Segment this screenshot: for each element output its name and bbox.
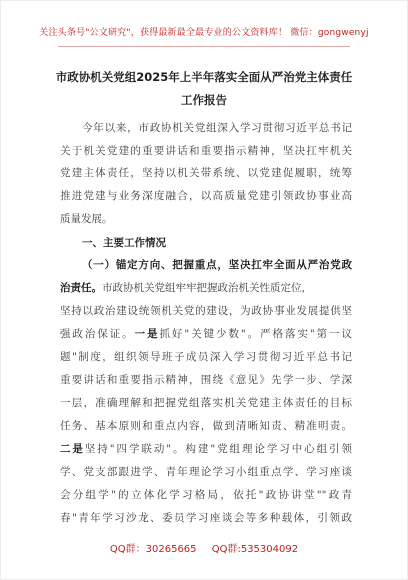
section-heading: 一、主要工作情况: [82, 237, 166, 249]
paragraph-text: 抓好"关键少数"。: [159, 328, 261, 340]
paragraph-line: 会分组学"的立体化学习格局，依托"政协讲堂""政青: [60, 489, 352, 501]
document-title-line2: 工作报告: [181, 93, 227, 107]
paragraph-line: 坚持以政治建设统领机关党的建设，为政协事业发展提供坚: [60, 305, 352, 317]
paragraph-line: 推进党建与业务深度融合，以高质量党建引领政协事业高: [60, 190, 352, 202]
footer-qq-group-1: QQ群：30265665: [109, 544, 197, 555]
paragraph-line: 春"青年学习沙龙、委员学习座谈会等多种载体，引领政: [60, 512, 352, 524]
paragraph-line: 关于机关党建的重要讲话和重要指示精神，坚决扛牢机关: [60, 145, 352, 157]
paragraph-line: [60, 281, 352, 295]
paragraph-text: 强政治保证。: [60, 328, 135, 340]
paragraph-line: [60, 442, 352, 456]
subsection-heading-end: 治责任。: [60, 282, 102, 294]
paragraph-line: 质量发展。: [60, 213, 113, 225]
paragraph-line: [60, 327, 352, 341]
point-lead: 二是: [60, 443, 85, 455]
paragraph-line: 题"制度，组织领导班子成员深入学习贯彻习近平总书记: [60, 351, 352, 363]
header-notice: 关注头条号"公文研究"，获得最新最全最专业的公文资料库！ 微信：gongwenyj: [39, 28, 369, 38]
point-lead: 一是: [134, 328, 160, 340]
paragraph-line: 一层，准确理解和把握党组落实机关党建主体责任的目标: [60, 397, 352, 409]
footer-contact: [0, 540, 408, 555]
paragraph-text: 构建"党组理论学习中心组引领: [185, 443, 352, 455]
paragraph-line: 党建主体责任，坚持以机关带系统、以党建促履职，统筹: [60, 167, 352, 179]
footer-qq-group-2: QQ群:535304092: [211, 544, 299, 555]
paragraph-text: 市政协机关党组牢牢把握政治机关性质定位，: [102, 282, 312, 294]
paragraph-line: 重要讲话和重要指示精神，围绕《意见》先学一步、学深: [60, 374, 352, 386]
document-title: 市政协机关党组2025年上半年落实全面从严治党主体责任: [55, 70, 353, 84]
paragraph-text: 严格落实"第一议: [260, 328, 352, 340]
paragraph-text: 坚持"四学联动"。: [84, 443, 186, 455]
header-divider: [58, 46, 350, 47]
subsection-heading: （一）锚定方向、把握重点，坚决扛牢全面从严治党政: [82, 259, 352, 271]
paragraph-line: 任务、基本原则和重点内容，做到清晰知责、精准明责。: [60, 420, 352, 432]
paragraph-line: 学、党支部跟进学、青年理论学习小组重点学、学习座谈: [60, 466, 352, 478]
paragraph-line: 今年以来，市政协机关党组深入学习贯彻习近平总书记: [82, 122, 352, 134]
